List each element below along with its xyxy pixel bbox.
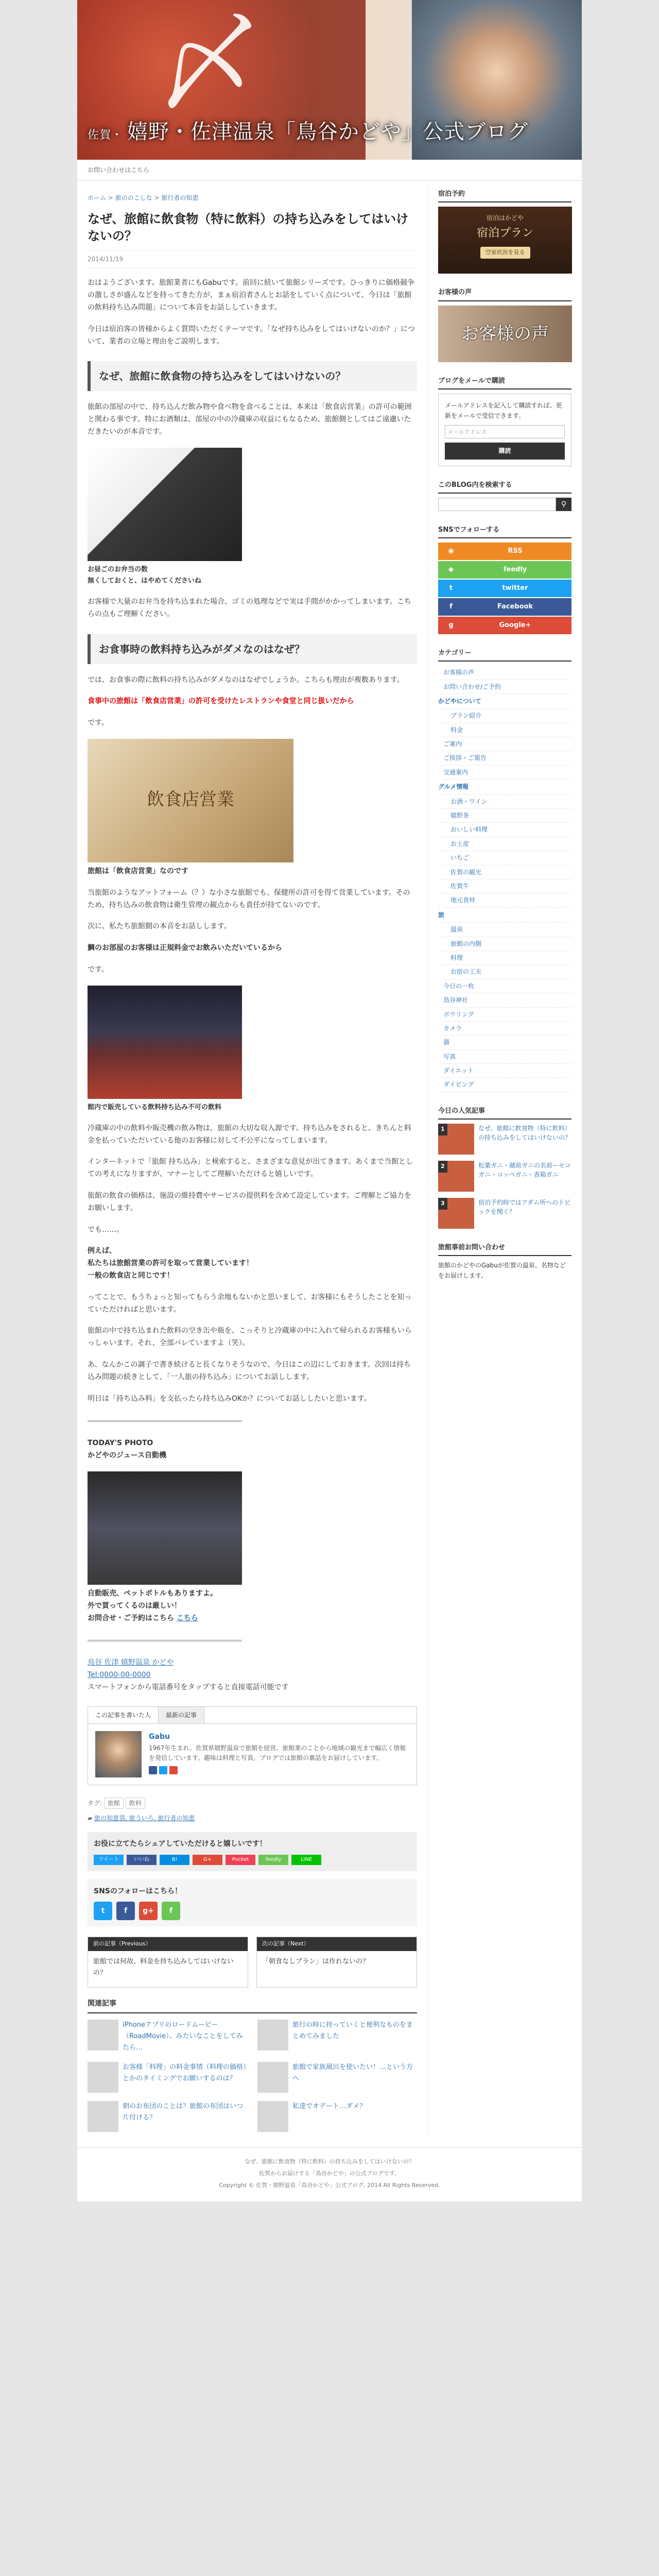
twitter-button[interactable]: t twitter bbox=[438, 580, 571, 597]
post-para: 旅館の飲食の価格は、施設の維持費やサービスの提供料を含めて設定しています。ご理解とご協力をお願いします。 bbox=[88, 1191, 411, 1212]
author-desc: 1967年生まれ。佐賀県嬉野温泉で旅館を経営。旅館業のことから地域の観光まで幅広く情報を発信しています。趣味は料理と写真。ブログでは旅館の裏話をお届けしています。 bbox=[149, 1744, 406, 1762]
highlight-text: 食事中の旅館は「飲食店営業」の許可を受けたレストランや食堂と同じ扱いだから bbox=[88, 697, 354, 706]
permit-sign-photo: 飲食店営業 bbox=[88, 739, 293, 862]
popular-item[interactable]: 1 なぜ、旅館に飲食物（特に飲料）の持ち込みをしてはいけないの？ bbox=[438, 1124, 571, 1155]
post-para: ってことで、もうちょっと知ってもらう余地もないかと思いまして、お客様にもそうしたことを知っていただければと思います。 bbox=[88, 1293, 412, 1314]
sidebar-text: 旅館のかどやのGabuが佐賀の温泉、名物などをお届けします。 bbox=[438, 1262, 566, 1280]
gplus-icon[interactable]: g+ bbox=[139, 1902, 158, 1920]
post-para: です。 bbox=[88, 965, 109, 974]
category-item[interactable]: 今日の一枚 bbox=[438, 979, 571, 993]
category-item[interactable]: 佐賀牛 bbox=[438, 879, 571, 893]
bento-photo bbox=[88, 448, 242, 561]
category-item[interactable]: プラン紹介 bbox=[438, 709, 571, 723]
related-item[interactable]: 旅行の時に持っていくと便利なものをまとめてみました bbox=[257, 2020, 417, 2054]
category-item[interactable]: ダイビング bbox=[438, 1078, 571, 1092]
popular-item[interactable]: 2 松葉ガニ・越前ガニの名前ーセコガニ・コッペガニ・香箱ガニ bbox=[438, 1161, 571, 1192]
post-para: では、お食事の際に飲料の持ち込みがダメなのはなぜでしょうか。こちらも理由が複数あります。 bbox=[88, 675, 404, 684]
category-item[interactable]: お宿の工夫 bbox=[438, 965, 571, 979]
inn-name-link[interactable]: 鳥谷 佐津 嬉野温泉 かどや bbox=[88, 1658, 174, 1667]
category-item[interactable]: お問い合わせ/ご予約 bbox=[438, 680, 571, 694]
prev-next-nav bbox=[88, 1937, 417, 1988]
widget-title: ブログをメールで購読 bbox=[438, 376, 571, 389]
category-item[interactable]: ご案内 bbox=[438, 737, 571, 751]
feedly-icon: ◆ bbox=[448, 566, 454, 574]
category-item[interactable]: 地元食材 bbox=[438, 893, 571, 907]
post-title: なぜ、旅館に飲食物（特に飲料）の持ち込みをしてはいけないの？ bbox=[88, 211, 409, 244]
share-title: お役に立てたらシェアしていただけると嬉しいです！ bbox=[94, 1839, 267, 1848]
line-button[interactable]: LINE bbox=[291, 1855, 321, 1865]
facebook-icon[interactable]: f bbox=[116, 1902, 135, 1920]
facebook-like-button[interactable]: いいね bbox=[127, 1855, 157, 1865]
post-para: でも……。 bbox=[88, 1225, 124, 1234]
category-item[interactable]: 温泉 bbox=[438, 923, 571, 937]
feedly-button[interactable]: ◆ feedly bbox=[438, 561, 571, 579]
category-item[interactable]: 写真 bbox=[438, 1050, 571, 1064]
divider bbox=[88, 1640, 242, 1641]
category-item[interactable]: 嬉野茶 bbox=[438, 809, 571, 823]
tab-author[interactable]: この記事を書いた人 bbox=[88, 1707, 159, 1723]
feedly-icon[interactable]: f bbox=[162, 1902, 180, 1920]
avatar bbox=[95, 1731, 142, 1777]
post-para: です。 bbox=[88, 719, 109, 727]
breadcrumb: ホーム > 旅ののこしな > 旅行者の知恵 bbox=[88, 194, 199, 202]
related-item[interactable]: 旅館で家族風呂を使いたい！…という方へ bbox=[257, 2062, 417, 2093]
category-item[interactable]: カメラ bbox=[438, 1022, 571, 1036]
phone-link[interactable]: Tel:0000-00-0000 bbox=[88, 1671, 151, 1680]
category-item[interactable]: ご挨拶・ご報告 bbox=[438, 751, 571, 765]
blog-header[interactable] bbox=[77, 0, 582, 160]
rss-button[interactable]: ◉ RSS bbox=[438, 543, 571, 560]
gplus-icon[interactable] bbox=[169, 1766, 178, 1774]
section-heading: お食事時の飲料持ち込みがダメなのはなぜ？ bbox=[88, 634, 417, 664]
photo-caption: お昼ごのお弁当の数 無くしておくと、はやめてくださいね bbox=[88, 565, 202, 585]
follow-box bbox=[88, 1879, 417, 1927]
next-post-link[interactable]: 次の記事（Next） 「朝食なしプラン」は作れないの？ bbox=[256, 1937, 417, 1988]
facebook-icon: f bbox=[449, 603, 453, 611]
widget-title: カテゴリー bbox=[438, 648, 571, 662]
related-item[interactable]: お客様「料理」の料金事情（料理の価格）とかのタイミングでお願いするのは？ bbox=[88, 2062, 247, 2093]
popular-posts bbox=[438, 1106, 571, 1229]
search-icon[interactable]: ⚲ bbox=[556, 498, 571, 511]
widget-title: 宿泊予約 bbox=[438, 189, 571, 202]
main-content bbox=[88, 189, 427, 2132]
category-item[interactable]: かどやについて bbox=[438, 694, 571, 709]
top-nav-link[interactable]: お問い合わせはこちら bbox=[77, 160, 582, 181]
author-box bbox=[88, 1706, 417, 1785]
blog-title[interactable]: 佐賀・ 嬉野・佐津温泉「鳥谷かどや」公式ブログ bbox=[88, 120, 529, 144]
twitter-icon[interactable] bbox=[159, 1766, 167, 1774]
search-input[interactable] bbox=[438, 498, 556, 511]
divider bbox=[88, 1420, 242, 1422]
related-item[interactable]: 朝のお布団のことは？旅館の布団はいつ片付ける？ bbox=[88, 2101, 247, 2132]
post-para: お客様で大量のお弁当を持ち込まれた場合、ゴミの処理などで実は手間がかかってしまいます。こちらの点もご理解ください。 bbox=[88, 597, 411, 618]
facebook-icon[interactable] bbox=[149, 1766, 157, 1774]
emphasis-text: 例えば、 私たちは旅館営業の許可を取って営業しています！ 一般の飲食店と同じです！ bbox=[88, 1247, 253, 1280]
gplus-button[interactable]: g Google+ bbox=[438, 617, 571, 634]
hatena-button[interactable]: B! bbox=[160, 1855, 189, 1865]
subscribe-button[interactable]: 購読 bbox=[445, 443, 565, 459]
email-subscribe: メールアドレスを記入して購読すれば、更新をメールで受信できます。 メールアドレス 購読 bbox=[438, 394, 571, 466]
follow-title: SNSのフォローはこちら！ bbox=[94, 1887, 182, 1895]
post-para: あ、なんかこの調子で書き続けると長くなりそうなので、今日はこの辺にしておきます。次回は持ち込み問題の続きとして、「一人旅の持ち込み」についてお話しします。 bbox=[88, 1360, 411, 1381]
related-item[interactable]: iPhoneアプリのロードムービー（RoadMovie）、みたいなことをしてみたら… bbox=[88, 2020, 247, 2054]
post-date: 2014/11/19 bbox=[88, 250, 417, 268]
breadcrumb-cat2[interactable]: 旅行者の知恵 bbox=[161, 194, 199, 202]
tag-item[interactable]: 飲料 bbox=[126, 1798, 145, 1809]
related-heading: 関連記事 bbox=[88, 1998, 417, 2013]
section-heading: なぜ、旅館に飲食物の持ち込みをしてはいけないの？ bbox=[88, 361, 417, 391]
post-para: 次に、私たち旅館側の本音をお話しします。 bbox=[88, 922, 231, 931]
tag-list: タグ: 旅館 飲料 bbox=[88, 1798, 417, 1809]
widget-title: お客様の声 bbox=[438, 287, 571, 301]
widget-title: このBLOG内を検索する bbox=[438, 480, 571, 494]
share-box bbox=[88, 1832, 417, 1871]
photo-caption: 館内で販売している飲料持ち込み不可の飲料 bbox=[88, 1103, 222, 1111]
reservation-banner[interactable]: 宿泊はかどや 宿泊プラン 空室状況を見る bbox=[438, 207, 572, 274]
contact-link[interactable]: こちら bbox=[176, 1614, 198, 1622]
header-logo-glyph: 〆 bbox=[154, 1, 263, 127]
related-item[interactable]: 私達でオデート…ダメ？ bbox=[257, 2101, 417, 2132]
widget-title: 旅館事前お問い合わせ bbox=[438, 1242, 571, 1256]
emphasis-text: 鯛のお部屋のお客様は正規料金でお飲みいただいているから bbox=[88, 944, 282, 953]
category-item[interactable]: お土産 bbox=[438, 837, 571, 851]
page-wrapper bbox=[77, 0, 582, 2201]
folder-icon: ▰ bbox=[88, 1815, 93, 1822]
pocket-button[interactable]: Pocket bbox=[226, 1855, 255, 1865]
today-photo-label: TODAY'S PHOTO かどやのジュース自動機 bbox=[88, 1439, 167, 1460]
twitter-icon[interactable]: t bbox=[94, 1902, 112, 1920]
post-para: 当旅館のようなアットフォーム（？）な小さな旅館でも、保健所の許可を得て営業しています。そのため、持ち込みの飲食物は衛生管理の観点からも責任が持てないのです。 bbox=[88, 888, 410, 909]
drinks-photo bbox=[88, 986, 242, 1099]
popular-item[interactable]: 3 宿泊予約時ではアダム所へのトピックを聞く？ bbox=[438, 1198, 571, 1229]
gplus-button[interactable]: G+ bbox=[193, 1855, 222, 1865]
post-para: 旅館の部屋の中で、持ち込んだ飲み物や食べ物を食べることは、本来は「飲食店営業」の許可の範囲と関わる事です。特にお酒類は、部屋の中の冷蔵庫の収益にもなるため、旅館側としてはご遠慮いただきたいのが本音です。 bbox=[88, 403, 412, 436]
author-name[interactable]: Gabu bbox=[149, 1733, 170, 1741]
related-posts bbox=[88, 2020, 417, 2132]
feedly-button[interactable]: feedly bbox=[258, 1855, 288, 1865]
category-list[interactable]: ▰ 旅の知恵袋, 旅ういろ, 旅行者の知恵 bbox=[88, 1815, 195, 1822]
category-item[interactable]: 交通案内 bbox=[438, 766, 571, 779]
photo-caption: 自動販売、ペットボトルもありますよ。 外で買ってくるのは厳しい！ お問合せ・ご予約はこちら こちら bbox=[88, 1589, 217, 1622]
breadcrumb-cat1[interactable]: 旅ののこしな bbox=[115, 194, 152, 202]
category-item[interactable]: お酒・ワイン bbox=[438, 795, 571, 809]
prev-post-link[interactable]: 前の記事（Previous） 旅館では何故、料金を持ち込みしてはいけないの？ bbox=[88, 1937, 248, 1988]
post-para: 明日は「持ち込み料」を支払ったら持ち込みOKか？についてお話ししたいと思います。 bbox=[88, 1394, 371, 1403]
widget-title: SNSでフォローする bbox=[438, 524, 571, 538]
category-list bbox=[438, 666, 571, 1092]
tweet-button[interactable]: ツイート bbox=[94, 1855, 124, 1865]
rss-icon: ◉ bbox=[448, 547, 454, 555]
vending-machine-photo bbox=[88, 1471, 242, 1585]
customer-voice-banner[interactable]: お客様の声 bbox=[438, 306, 572, 362]
tab-recent-posts[interactable]: 最新の記事 bbox=[159, 1707, 204, 1723]
category-item[interactable]: 旅 bbox=[438, 908, 571, 923]
footer: なぜ、旅館に飲食物（特に飲料）の持ち込みをしてはいけないの？ 佐賀からお届けする「鳥谷かどや」の公式ブログです。 Copyright © 佐賀・嬉野温泉「鳥谷かどや」公式ブログ, 2014 All Rights Reserved. bbox=[77, 2147, 582, 2201]
post-para: 旅館の中で持ち込まれた飲料の空き缶や瓶を、こっそりと冷蔵庫の中に入れて帰られるお客様もいらっしゃいます。それ、全部バレていますよ（笑）。 bbox=[88, 1327, 412, 1348]
category-item[interactable]: ダイエット bbox=[438, 1064, 571, 1078]
category-item[interactable]: いちご bbox=[438, 851, 571, 865]
post-para: おはようございます。旅館業者にもGabuです。前回に続いて旅館シリーズです。ひっきりに価格競争の激しさが盛んなどを持ってきた方が、まぁ宿泊者さんとお話をしていく点について、今日は「旅館の飲料持ち込み問題」について本音をお話ししていきます。 bbox=[88, 279, 415, 312]
post-para: 今日は宿泊客の皆様からよく質問いただくテーマです。「なぜ持ち込みをしてはいけないのか？」について、業者の立場と理由をご説明します。 bbox=[88, 325, 415, 346]
category-item[interactable]: 器 bbox=[438, 1036, 571, 1049]
category-item[interactable]: おいしい料理 bbox=[438, 823, 571, 837]
facebook-button[interactable]: f Facebook bbox=[438, 598, 571, 616]
category-item[interactable]: ボウリング bbox=[438, 1008, 571, 1022]
category-item[interactable]: 料理 bbox=[438, 951, 571, 965]
emphasis-text: 旅館は「飲食店営業」なのです bbox=[88, 867, 188, 875]
category-item[interactable]: グルメ情報 bbox=[438, 779, 571, 794]
twitter-icon: t bbox=[449, 584, 453, 592]
category-item[interactable]: 旅館の内側 bbox=[438, 937, 571, 951]
search-form bbox=[438, 498, 571, 511]
email-field[interactable]: メールアドレス bbox=[445, 425, 565, 438]
category-item[interactable]: 佐賀の観光 bbox=[438, 866, 571, 879]
gplus-icon: g bbox=[448, 621, 454, 630]
category-item[interactable]: 鳥谷神社 bbox=[438, 993, 571, 1007]
widget-title: 今日の人気記事 bbox=[438, 1106, 571, 1120]
contact-info: 鳥谷 佐津 嬉野温泉 かどや Tel:0000-00-0000 スマートフォンから電話番号をタップすると直接電話可能です bbox=[88, 1658, 289, 1691]
breadcrumb-home[interactable]: ホーム bbox=[88, 194, 107, 202]
tag-item[interactable]: 旅館 bbox=[104, 1798, 124, 1809]
post-para: インターネットで「旅館 持ち込み」と検索すると、さまざまな意見が出てきます。あくまで当館としての考えになりますが、マナーとしてご理解いただけると嬉しいです。 bbox=[88, 1158, 413, 1179]
post-para: 冷蔵庫の中の飲料や販売機の飲み物は、旅館の大切な収入源です。持ち込みをされると、きちんと料金を払っていただいている他のお客様に対して不公平になってしまいます。 bbox=[88, 1124, 411, 1145]
category-item[interactable]: お客様の声 bbox=[438, 666, 571, 680]
sidebar bbox=[427, 189, 571, 2132]
category-item[interactable]: 料金 bbox=[438, 723, 571, 737]
